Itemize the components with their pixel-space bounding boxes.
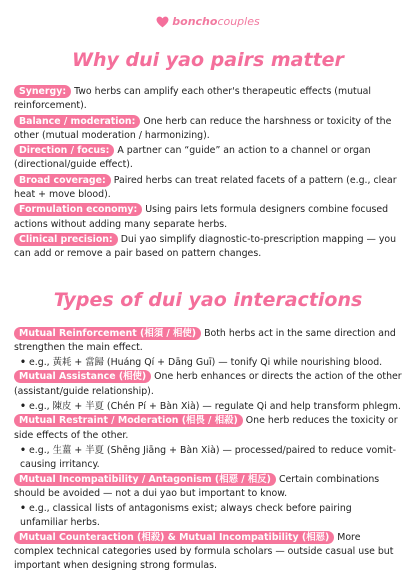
list-item [14, 531, 402, 574]
tag-label: Formulation economy: [14, 203, 142, 216]
tag-label: Clinical precision: [14, 233, 118, 246]
example-bullet [14, 400, 402, 414]
brand-name-bold: boncho [172, 15, 218, 28]
item-text: One herb can reduce the harshness or toxicity of the other (mutual moderation / harmonizing). [14, 115, 392, 141]
item-text: More complex technical categories used by formula scholars — outside casual use but important when designing strong formulas. [14, 531, 394, 572]
item-text: A partner can “guide” an action to a channel or organ (directional/guide effect). [14, 145, 371, 171]
list-item [14, 203, 402, 232]
tag-label: Mutual Incompatibility / Antagonism (相惡 / 相反) [14, 473, 276, 486]
list-item [14, 327, 402, 356]
example-text: e.g., classical lists of antagonisms exist; always check before pairing unfamiliar herbs. [20, 503, 352, 529]
section1-title: Why dui yao pairs matter [72, 49, 344, 71]
item-text: Certain combinations should be avoided — not a dui yao but important to know. [14, 473, 380, 499]
item-text: Dui yao simplify diagnostic-to-prescription mapping — you can add or remove a pair based on pattern changes. [14, 233, 397, 260]
brand-logo [14, 0, 402, 30]
tag-label: Mutual Reinforcement (相須 / 相使) [14, 327, 201, 340]
example-bullet [14, 444, 402, 473]
item-text: Paired herbs can treat related facets of a pattern (e.g., clear heat + move blood). [14, 174, 397, 201]
section2-list [14, 327, 402, 574]
example-bullet [14, 502, 402, 531]
example-text: e.g., 陳皮 + 半夏 (Chén Pí + Bàn Xià) — regulate Qi and help transform phlegm. [29, 401, 401, 413]
example-text: e.g., 黃耗 + 當歸 (Huáng Qí + Dāng Guī) — tonify Qi while nourishing blood. [29, 357, 383, 369]
example-bullet [14, 356, 402, 370]
heart-icon [156, 16, 169, 28]
tag-label: Direction / focus: [14, 144, 114, 157]
tag-label: Mutual Counteraction (相殺) & Mutual Incompatibility (相惡) [14, 531, 334, 544]
bullet-dot: • [20, 503, 26, 515]
list-item [14, 85, 402, 114]
list-item [14, 174, 402, 203]
item-text: One herb enhances or directs the action of the other (assistant/guide relationship). [14, 371, 402, 397]
tag-label: Broad coverage: [14, 174, 111, 187]
example-text: e.g., 生薑 + 半夏 (Shēng Jiāng + Bàn Xià) — processed/paired to reduce vomit-causing irritancy. [20, 444, 397, 471]
section1-list [14, 85, 402, 262]
list-item [14, 144, 402, 173]
bullet-dot: • [20, 357, 26, 369]
list-item [14, 473, 402, 502]
item-text: One herb reduces the toxicity or side effects of the other. [14, 415, 398, 441]
item-text: Two herbs can amplify each other's therapeutic effects (mutual reinforcement). [14, 86, 372, 112]
brand-name [172, 16, 259, 28]
item-text: Using pairs lets formula designers combine focused actions without adding many separate herbs. [14, 204, 389, 230]
list-item [14, 115, 402, 144]
list-item [14, 414, 402, 443]
tag-label: Balance / moderation: [14, 115, 140, 128]
brand-name-rest: couples [217, 15, 260, 28]
section2-title: Types of dui yao interactions [53, 288, 363, 311]
item-text: Both herbs act in the same direction and strengthen the main effect. [14, 327, 396, 353]
bullet-dot: • [20, 401, 26, 413]
tag-label: Mutual Restraint / Moderation (相畏 / 相殺) [14, 414, 243, 427]
tag-label: Synergy: [14, 85, 71, 98]
bullet-dot: • [20, 444, 26, 456]
list-item [14, 233, 402, 262]
list-item [14, 370, 402, 399]
tag-label: Mutual Assistance (相使) [14, 370, 151, 383]
